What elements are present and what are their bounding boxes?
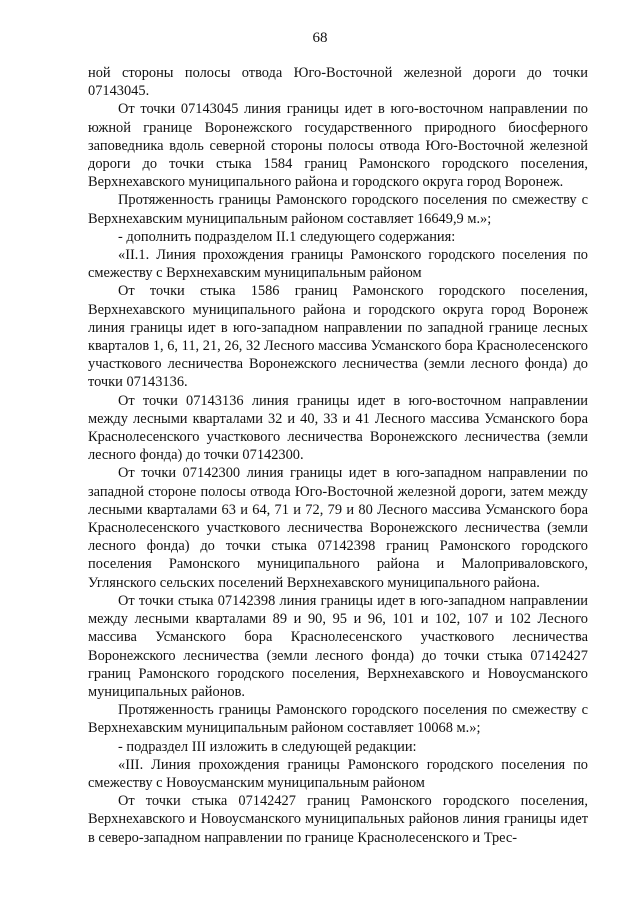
paragraph-continued: ной стороны полосы отвода Юго-Восточной железной дороги до точки 07143045. — [88, 65, 588, 100]
section-heading: «II.1. Линия прохождения границы Рамонского городского поселения по смежеству с Верхнехавским муниципальным районом — [88, 247, 588, 282]
paragraph: - подраздел III изложить в следующей редакции: — [118, 738, 417, 755]
paragraph: От точки стыка 1586 границ Рамонского городского поселения, Верхнехавского муниципального района и городского округа город Воронеж линия границы идет в юго-западном направлении по западной границе лесных кварталов 1, 6, 11, 21, 26, 32 Лесного массива Усманского бора Краснолесенского участкового лесничества Воронежского лесничества (земли лесного фонда) до точки 07143136. — [88, 283, 588, 391]
page-number: 68 — [312, 30, 328, 46]
paragraph: - дополнить подразделом II.1 следующего содержания: — [118, 228, 456, 245]
paragraph: От точки стыка 07142427 границ Рамонского городского поселения, Верхнехавского и Новоусманского муниципальных районов линия границы идет в северо-западном направлении по границе Краснолесенского и Трес- — [88, 793, 588, 846]
paragraph: От точки 07143136 линия границы идет в юго-восточном направлении между лесными кварталами 32 и 40, 33 и 41 Лесного массива Усманского бора Краснолесенского участкового лесничества Воронежского лесничества (земли лесного фонда) до точки 07142300. — [88, 392, 588, 464]
document-body — [88, 64, 588, 847]
paragraph: От точки стыка 07142398 линия границы идет в юго-западном направлении между лесными кварталами 89 и 90, 95 и 96, 101 и 102, 107 и 102 Лесного массива Усманского бора Краснолесенского участкового лесничества Воронежского лесничества (земли лесного фонда) до точки стыка 07142427 границ Рамонского городского поселения, Верхнехавского и Новоусманского муниципальных районов. — [88, 592, 588, 700]
section-heading: «III. Линия прохождения границы Рамонского городского поселения по смежеству с Новоусманским муниципальным районом — [88, 756, 588, 791]
paragraph: Протяженность границы Рамонского городского поселения по смежеству с Верхнехавским муниципальным районом составляет 16649,9 м.»; — [88, 192, 588, 227]
paragraph: От точки 07142300 линия границы идет в юго-западном направлении по западной стороне полосы отвода Юго-Восточной железной дороги, затем между лесными кварталами 63 и 64, 71 и 72, 79 и 80 Лесного массива Усманского бора Краснолесенского участкового лесничества Воронежского лесничества (земли лесного фонда) до точки стыка 07142398 границ Рамонского городского поселения Рамонского муниципального района и Малоприваловского, Углянского сельских поселений Верхнехавского муниципального района. — [88, 465, 588, 591]
paragraph: Протяженность границы Рамонского городского поселения по смежеству с Верхнехавским муниципальным районом составляет 10068 м.»; — [88, 702, 588, 737]
paragraph: От точки 07143045 линия границы идет в юго-восточном направлении по южной границе Воронежского государственного природного биосферного заповедника вдоль северной стороны полосы отвода Юго-Восточной железной дороги до точки стыка 1584 границ Рамонского городского поселения, Верхнехавского муниципального района и городского округа город Воронеж. — [88, 101, 588, 191]
